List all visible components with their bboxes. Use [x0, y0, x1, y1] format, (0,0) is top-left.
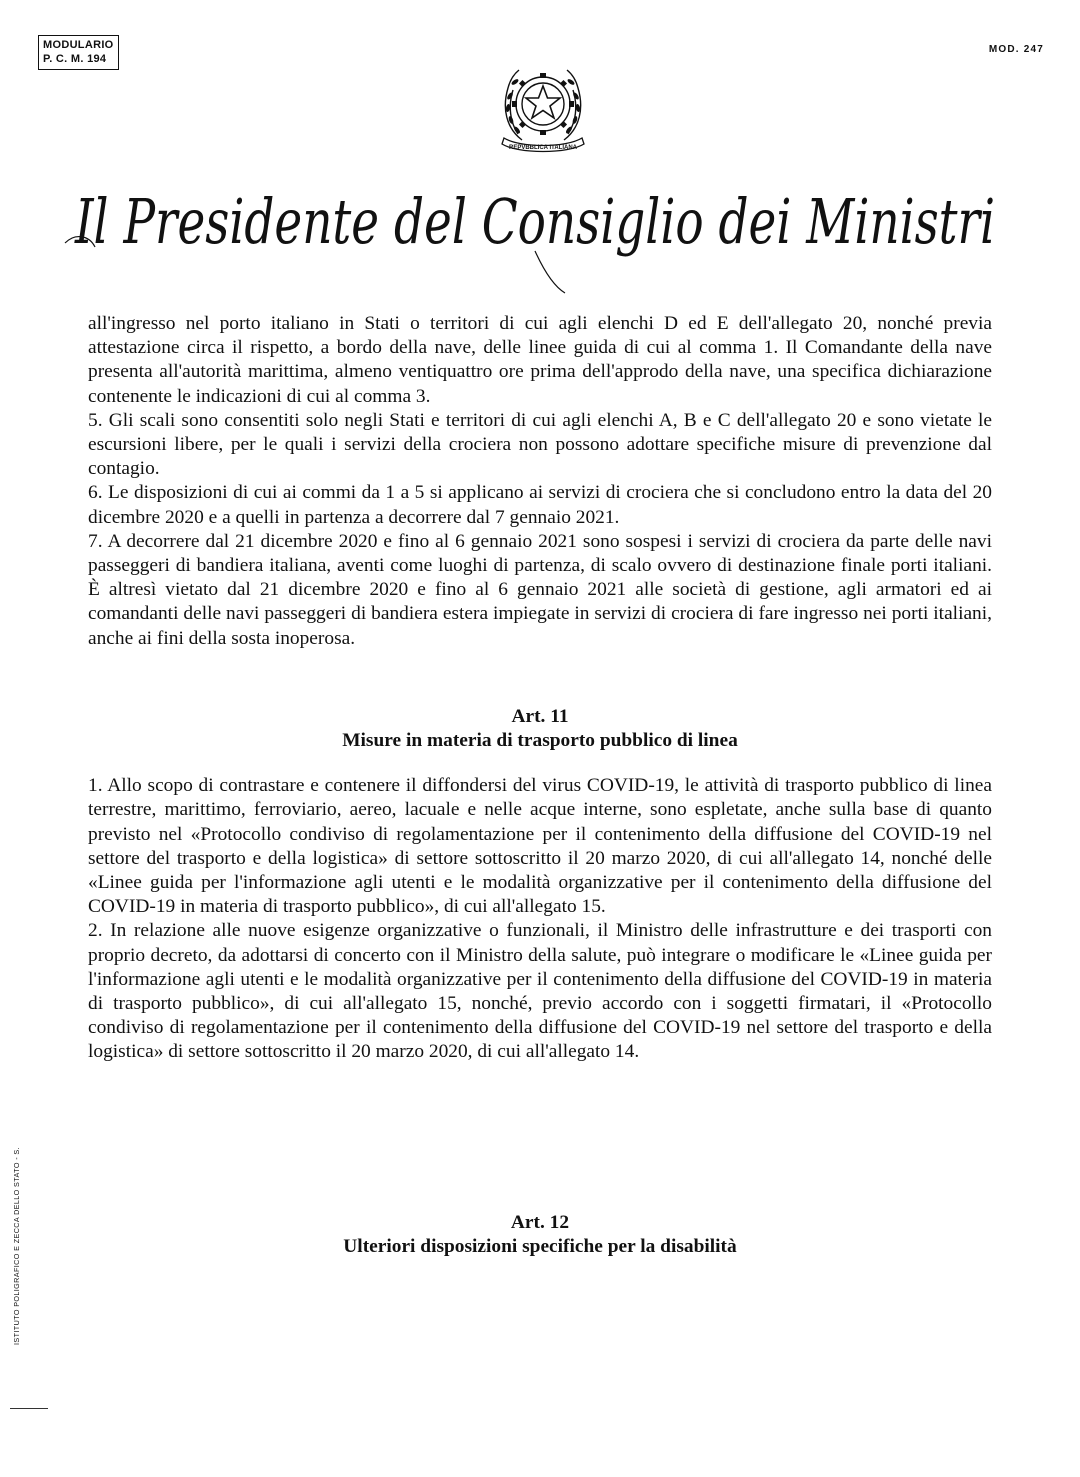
modulario-box — [38, 35, 119, 70]
article-title: Ulteriori disposizioni specifiche per la disabilità — [343, 1235, 737, 1257]
article-12-heading — [88, 1211, 992, 1259]
article-11-heading — [88, 705, 992, 753]
signature-text: Il Presidente del Consiglio dei Ministri — [74, 185, 995, 258]
article-title: Misure in materia di trasporto pubblico di linea — [342, 730, 738, 752]
modulario-line-2: P. C. M. 194 — [43, 53, 107, 65]
italian-republic-emblem-icon — [488, 58, 598, 162]
document-body — [88, 312, 992, 1259]
paragraph: 2. In relazione alle nuove esigenze organizzative o funzionali, il Ministro delle infrastrutture e dei trasporti con proprio decreto, da adottarsi di concerto con il Ministro della salute, può integrare o modificare le «Linee guida per l'informazione agli utenti e le modalità organizzative per il contenimento della diffusione del COVID-19 in materia di trasporto pubblico», di cui all'allegato 15, nonché, previo accordo con i soggetti firmatari, il «Protocollo condiviso di regolamentazione per il contenimento della diffusione del COVID-19 nel settore del trasporto e della logistica» di settore sottoscritto il 20 marzo 2020, di cui all'allegato 14. — [88, 920, 992, 1063]
mod-number: MOD. 247 — [988, 44, 1044, 55]
emblem-ribbon-label: REPVBBLICA ITALIANA — [509, 145, 577, 151]
paragraph: 1. Allo scopo di contrastare e contenere il diffondersi del virus COVID-19, le attività di trasporto pubblico di linea terrestre, marittimo, ferroviario, aereo, lacuale e nelle acque interne, sono espletate, anche sulla base di quanto previsto nel «Protocollo condiviso di regolamentazione per il contenimento della diffusione del COVID-19 nel settore del trasporto e della logistica» di settore sottoscritto il 20 marzo 2020, di cui all'allegato 14, nonché delle «Linee guida per l'informazione agli utenti e le modalità organizzative per il contenimento della diffusione del COVID-19 in materia di trasporto pubblico», di cui all'allegato 15. — [88, 775, 992, 918]
paragraph: 7. A decorrere dal 21 dicembre 2020 e fino al 6 gennaio 2021 sono sospesi i servizi di crociera da parte delle navi passeggeri di bandiera italiana, aventi come luoghi di partenza, di scalo ovvero di destinazione finale porti italiani. È altresì vietato dal 21 dicembre 2020 e fino al 6 gennaio 2021 alle società di gestione, agli armatori ed ai comandanti delle navi passeggeri di bandiera estera impiegate in servizi di crociera di fare ingresso nei porti italiani, anche ai fini della sosta inoperosa. — [88, 530, 992, 649]
divider — [10, 1408, 48, 1409]
paragraph: all'ingresso nel porto italiano in Stati o territori di cui agli elenchi D ed E dell'allegato 20, nonché previa attestazione circa il rispetto, a bordo della nave, delle linee guida di cui al comma 1. Il Comandante della nave presenta all'autorità marittima, almeno ventiquattro ore prima dell'approdo della nave, una specifica dichiarazione contenente le indicazioni di cui al comma 3. — [88, 313, 992, 407]
article-number: Art. 12 — [510, 1211, 570, 1233]
header-signature — [55, 155, 1015, 295]
article-number: Art. 11 — [511, 705, 569, 727]
printer-side-note: ISTITUTO POLIGRAFICO E ZECCA DELLO STATO - S. — [12, 1147, 21, 1345]
modulario-line-1: MODULARIO — [43, 39, 114, 51]
paragraph: 5. Gli scali sono consentiti solo negli Stati e territori di cui agli elenchi A, B e C dell'allegato 20 e sono vietate le escursioni libere, per le quali i servizi della crociera non possono adottare specifiche misure di prevenzione dal contagio. — [88, 409, 992, 480]
paragraph: 6. Le disposizioni di cui ai commi da 1 a 5 si applicano ai servizi di crociera che si concludono entro la data del 20 dicembre 2020 e a quelli in partenza a decorrere dal 7 gennaio 2021. — [88, 482, 992, 528]
